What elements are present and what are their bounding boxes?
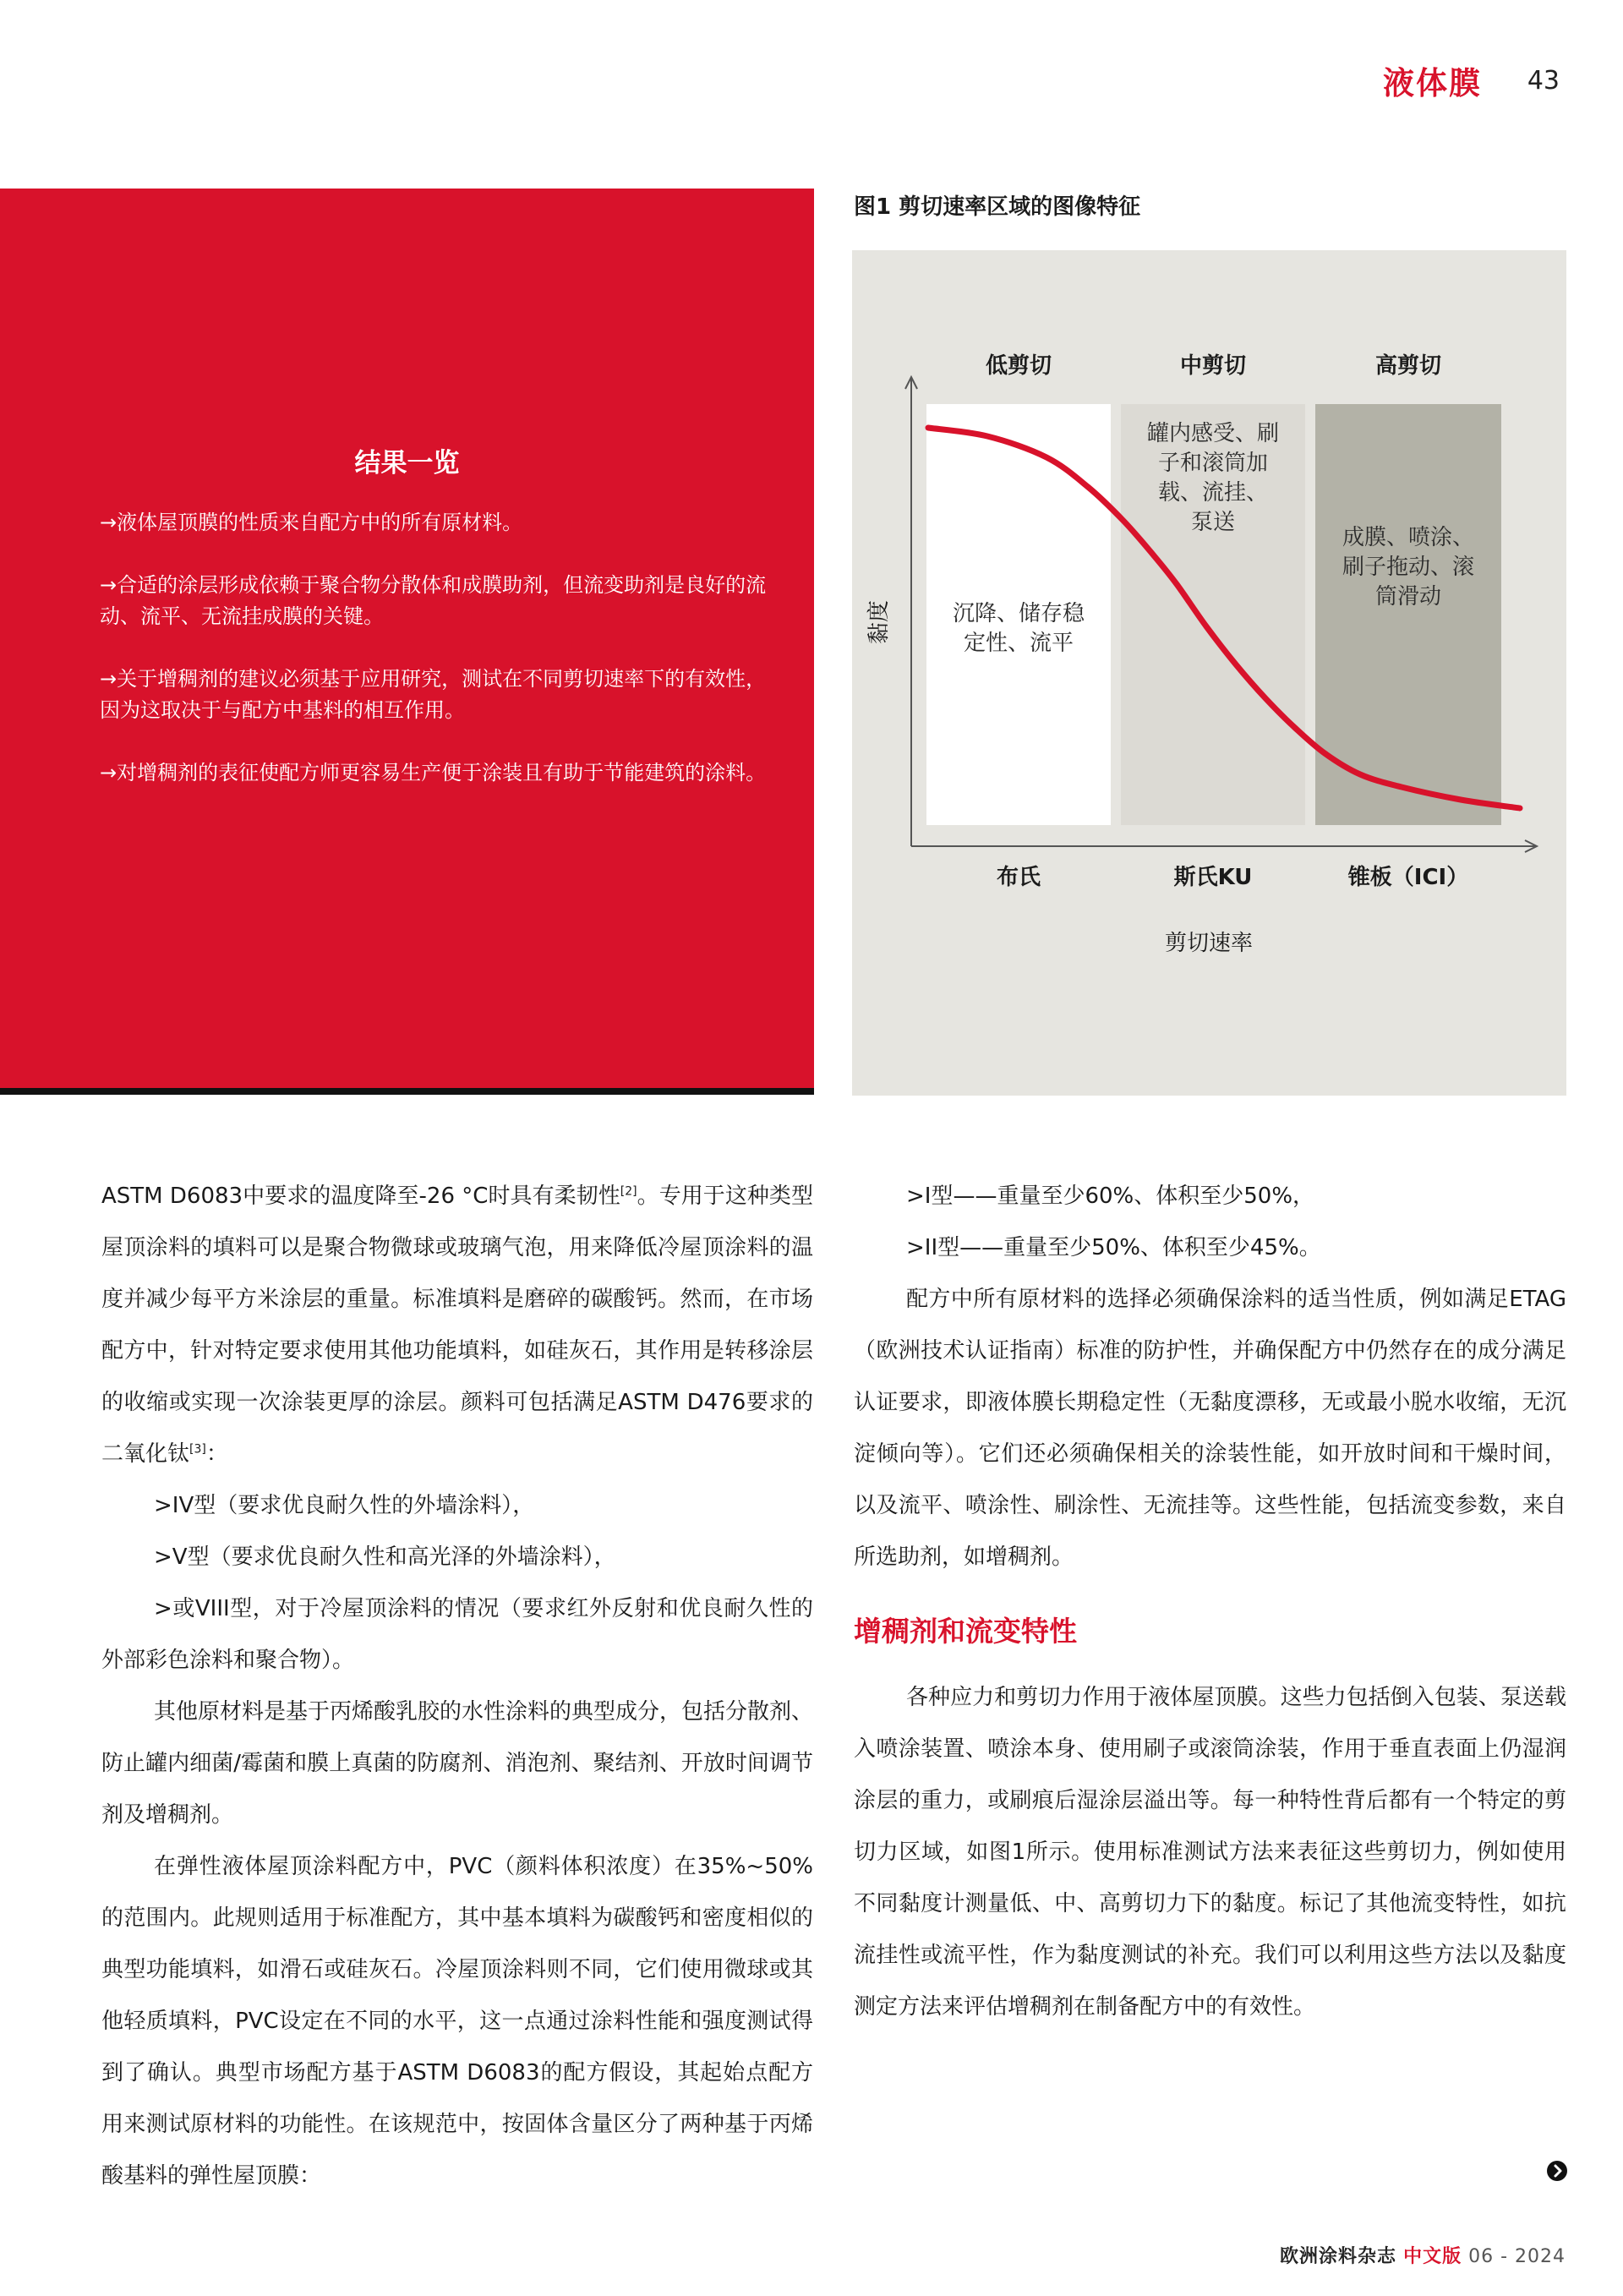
region-header: 高剪切 xyxy=(1374,353,1442,379)
region-annotation: 成膜、喷涂、 xyxy=(1342,525,1475,550)
region-header: 中剪切 xyxy=(1179,353,1247,379)
body-paragraph xyxy=(101,1171,813,1480)
region-3-area xyxy=(1315,404,1501,825)
body-paragraph: >V型（要求优良耐久性和高光泽的外墙涂料）， xyxy=(154,1544,616,1570)
y-axis-title: 黏度 xyxy=(866,599,892,645)
body-paragraph: >或VIII型，对于冷屋顶涂料的情况（要求红外反射和优良耐久性的外部彩色涂料和聚合物）。 xyxy=(101,1596,813,1673)
x-tick-label: 斯氏KU xyxy=(1173,865,1253,890)
summary-item: →对增稠剂的表征使配方师更容易生产便于涂装且有助于节能建筑的涂料。 xyxy=(100,761,767,784)
body-paragraph: >I型——重量至少60%、体积至少50%， xyxy=(906,1184,1315,1209)
region-annotation: 载、流挂、 xyxy=(1157,480,1269,506)
text-run: ： xyxy=(205,1441,228,1467)
footer-edition: 中文版 xyxy=(1403,2246,1462,2267)
citation-ref: [2] xyxy=(620,1184,637,1199)
region-annotation: 刷子拖动、滚 xyxy=(1342,555,1475,580)
body-paragraph: >IV型（要求优良耐久性的外墙涂料）， xyxy=(154,1493,535,1518)
right-column xyxy=(854,1171,1566,2033)
x-axis-title: 剪切速率 xyxy=(1164,931,1254,956)
next-page-arrow-icon[interactable] xyxy=(1547,2161,1567,2181)
section-heading: 增稠剂和流变特性 xyxy=(854,1615,1077,1648)
region-annotation: 泵送 xyxy=(1190,510,1236,535)
shear-rate-chart xyxy=(852,250,1566,1096)
region-annotation: 定性、流平 xyxy=(963,631,1074,656)
summary-item: →液体屋顶膜的性质来自配方中的所有原材料。 xyxy=(100,511,523,534)
summary-title: 结果一览 xyxy=(354,448,460,478)
body-paragraph: 在弹性液体屋顶涂料配方中，PVC（颜料体积浓度）在35%~50%的范围内。此规则适用于标准配方，其中基本填料为碳酸钙和密度相似的典型功能填料，如滑石或硅灰石。冷屋顶涂料则不同，它们使用微球或其他轻质填料，PVC设定在不同的水平，这一点通过涂料性能和强度测试得到了确认。典型市场配方基于ASTM D6083的配方假设，其起始点配方用来测试原材料的功能性。在该规范中，按固体含量区分了两种基于丙烯酸基料的弹性屋顶膜： xyxy=(101,1854,813,2189)
region-annotation: 筒滑动 xyxy=(1374,584,1442,610)
figure-title: 图1 剪切速率区域的图像特征 xyxy=(854,194,1141,220)
x-tick-label: 锥板（ICI） xyxy=(1347,865,1469,890)
body-paragraph: >II型——重量至少50%、体积至少45%。 xyxy=(906,1235,1321,1260)
summary-item: →关于增稠剂的建议必须基于应用研究，测试在不同剪切速率下的有效性，因为这取决于与配方中基料的相互作用。 xyxy=(100,667,767,722)
region-annotation: 沉降、储存稳 xyxy=(952,601,1085,626)
region-annotation: 罐内感受、刷 xyxy=(1146,421,1280,446)
page-number: 43 xyxy=(1527,66,1560,96)
body-paragraph: 各种应力和剪切力作用于液体屋顶膜。这些力包括倒入包装、泵送载入喷涂装置、喷涂本身、使用刷子或滚筒涂装，作用于垂直表面上仍湿润涂层的重力，或刷痕后湿涂层溢出等。每一种特性背后都有一个特定的剪切力区域，如图1所示。使用标准测试方法来表征这些剪切力，例如使用不同黏度计测量低、中、高剪切力下的黏度。标记了其他流变特性，如抗流挂性或流平性，作为黏度测试的补充。我们可以利用这些方法以及黏度测定方法来评估增稠剂在制备配方中的有效性。 xyxy=(854,1685,1566,2020)
footer-date: 06 - 2024 xyxy=(1468,2246,1566,2267)
x-tick-label: 布氏 xyxy=(996,865,1041,890)
region-annotation: 子和滚筒加 xyxy=(1157,451,1269,476)
left-column xyxy=(101,1171,813,2202)
text-run: 。专用于这种类型屋顶涂料的填料可以是聚合物微球或玻璃气泡，用来降低冷屋顶涂料的温度并减少每平方米涂层的重量。标准填料是磨碎的碳酸钙。然而，在市场配方中，针对特定要求使用其他功能填料，如硅灰石，其作用是转移涂层的收缩或实现一次涂装更厚的涂层。颜料可包括满足ASTM D476要求的二氧化钛 xyxy=(101,1184,813,1467)
region-header: 低剪切 xyxy=(985,353,1052,379)
summary-list xyxy=(100,507,780,820)
summary-item: →合适的涂层形成依赖于聚合物分散体和成膜助剂，但流变助剂是良好的流动、流平、无流挂成膜的关键。 xyxy=(100,573,767,628)
footer-magazine: 欧洲涂料杂志 xyxy=(1280,2246,1397,2267)
body-paragraph: 其他原材料是基于丙烯酸乳胶的水性涂料的典型成分，包括分散剂、防止罐内细菌/霉菌和膜上真菌的防腐剂、消泡剂、聚结剂、开放时间调节剂及增稠剂。 xyxy=(101,1699,814,1828)
text-run: ASTM D6083中要求的温度降至-26 °C时具有柔韧性 xyxy=(101,1184,620,1209)
citation-ref: [3] xyxy=(189,1442,206,1457)
footer xyxy=(1280,2242,1566,2268)
section-title: 液体膜 xyxy=(1383,65,1482,101)
body-paragraph: 配方中所有原材料的选择必须确保涂料的适当性质，例如满足ETAG（欧洲技术认证指南）标准的防护性，并确保配方中仍然存在的成分满足认证要求，即液体膜长期稳定性（无黏度漂移，无或最小脱水收缩，无沉淀倾向等）。它们还必须确保相关的涂装性能，如开放时间和干燥时间，以及流平、喷涂性、刷涂性、无流挂等。这些性能，包括流变参数，来自所选助剂，如增稠剂。 xyxy=(854,1287,1566,1570)
